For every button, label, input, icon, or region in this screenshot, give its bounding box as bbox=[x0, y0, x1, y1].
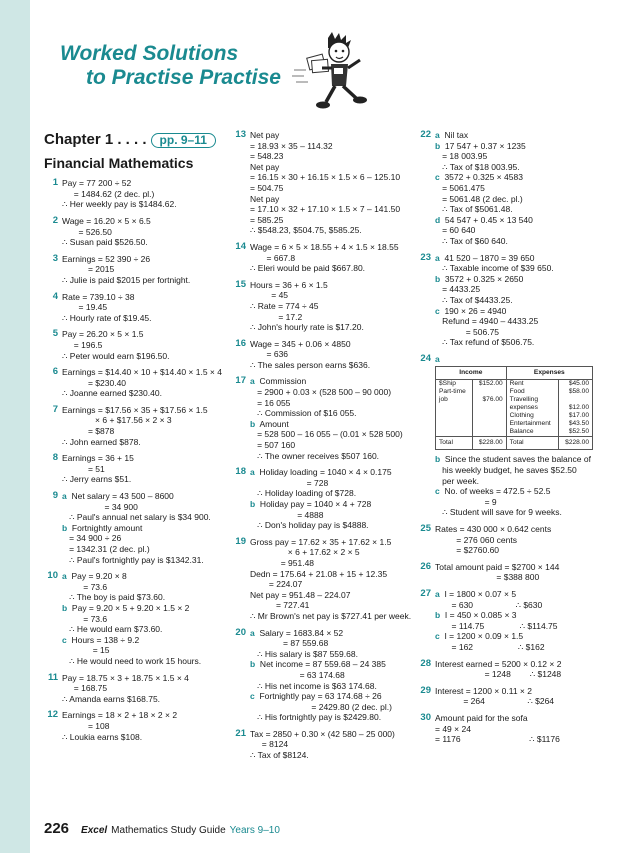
solution-line: Total amount paid = $2700 × 144 bbox=[435, 561, 560, 572]
solution-line: ∴ Student will save for 9 weeks. bbox=[435, 507, 562, 518]
question-11 bbox=[44, 673, 219, 705]
solution-line: a Holiday loading = 1040 × 4 × 0.175 bbox=[250, 467, 392, 478]
question-26 bbox=[417, 562, 595, 583]
question-number: 19 bbox=[235, 535, 246, 547]
solution-line: Pay = 77 200 ÷ 52 bbox=[62, 178, 132, 189]
expense-value bbox=[559, 396, 593, 404]
solution-line: ∴ Jerry earns $51. bbox=[62, 474, 132, 485]
solution-line: ∴ Tax of $4433.25. bbox=[435, 294, 513, 305]
solution-line: ∴ Loukia earns $108. bbox=[62, 731, 143, 742]
question-8 bbox=[44, 453, 219, 485]
solution-line: b Since the student saves the balance of bbox=[435, 454, 591, 465]
expense-label: Clothing bbox=[506, 412, 559, 420]
solution-line: = 8124 bbox=[250, 739, 289, 750]
solution-line: ∴ Tax of $5061.48. bbox=[435, 204, 513, 215]
solution-line: a Net salary = 43 500 – 8600 bbox=[62, 491, 174, 502]
solution-line: = 196.5 bbox=[62, 339, 103, 350]
expense-value: $45.00 bbox=[559, 380, 593, 389]
solution-line: ∴ Amanda earns $168.75. bbox=[62, 693, 161, 704]
solution-line: = 16 055 bbox=[250, 397, 291, 408]
question-12 bbox=[44, 710, 219, 742]
solution-line: = 108 bbox=[62, 720, 110, 731]
income-value: $152.00 bbox=[472, 380, 506, 389]
income-value bbox=[472, 404, 506, 412]
solution-line: ∴ $548.23, $504.75, $585.25. bbox=[250, 225, 362, 236]
question-24 bbox=[417, 354, 595, 518]
solution-line: = 4888 bbox=[250, 509, 324, 520]
solution-line: Pay = 18.75 × 3 + 18.75 × 1.5 × 4 bbox=[62, 672, 189, 683]
income-label bbox=[436, 420, 473, 428]
solution-line: Net pay bbox=[250, 161, 280, 172]
question-10 bbox=[44, 571, 219, 666]
question-number: 2 bbox=[52, 214, 58, 226]
solution-line: Tax = 2850 + 0.30 × (42 580 – 25 000) bbox=[250, 728, 395, 739]
solution-line: = 18.93 × 35 – 114.32 bbox=[250, 140, 333, 151]
solutions-column-3 bbox=[417, 130, 595, 751]
page-title-line2: to Practise Practise bbox=[86, 66, 281, 89]
solution-line: b Holiday pay = 1040 × 4 + 728 bbox=[250, 499, 372, 509]
solution-line: a I = 1800 × 0.07 × 5 bbox=[435, 589, 517, 599]
question-number: 14 bbox=[235, 240, 246, 252]
solution-line: = 2900 + 0.03 × (528 500 – 90 000) bbox=[250, 387, 392, 398]
solution-line: ∴ Don's holiday pay is $4888. bbox=[250, 520, 369, 531]
question-number: 12 bbox=[47, 709, 58, 721]
question-list bbox=[232, 130, 410, 761]
question-1 bbox=[44, 178, 219, 210]
question-23 bbox=[417, 253, 595, 348]
question-14 bbox=[232, 242, 410, 274]
solution-line: his weekly budget, he saves $52.50 bbox=[435, 465, 577, 476]
solution-line: Rate = 739.10 ÷ 38 bbox=[62, 291, 135, 302]
solution-line: ∴ Mr Brown's net pay is $727.41 per week. bbox=[250, 610, 412, 621]
solution-line: ∴ Peter would earn $196.50. bbox=[62, 350, 170, 361]
income-total-value: $228.00 bbox=[472, 437, 506, 450]
solution-line: ∴ The sales person earns $636. bbox=[250, 359, 371, 370]
question-number: 21 bbox=[235, 727, 246, 739]
solution-line: = 2015 bbox=[62, 264, 115, 275]
solution-line: = 727.41 bbox=[250, 600, 310, 611]
question-5 bbox=[44, 329, 219, 361]
expense-label: Entertainment bbox=[506, 420, 559, 428]
solution-line: a Nil tax bbox=[435, 130, 469, 140]
solutions-column-1 bbox=[44, 130, 222, 748]
income-label bbox=[436, 412, 473, 420]
solution-line: = 17.10 × 32 + 17.10 × 1.5 × 7 – 141.50 bbox=[250, 204, 401, 215]
solution-line: b Net income = 87 559.68 – 24 385 bbox=[250, 659, 386, 670]
question-number: 7 bbox=[52, 403, 58, 415]
solution-line: = 87 559.68 bbox=[250, 638, 329, 649]
solution-line: Rates = 430 000 × 0.642 cents bbox=[435, 524, 552, 535]
solution-line: b I = 450 × 0.085 × 3 bbox=[435, 610, 517, 621]
solution-line: ∴ Eleri would be paid $667.80. bbox=[250, 263, 366, 274]
question-30 bbox=[417, 713, 595, 745]
solution-line: = 548.23 bbox=[250, 151, 284, 162]
solution-line: = 34 900 bbox=[62, 501, 138, 512]
question-22 bbox=[417, 130, 595, 247]
section-title: Financial Mathematics bbox=[44, 154, 194, 171]
solution-line: = 636 bbox=[250, 349, 289, 360]
solution-line: per week. bbox=[435, 475, 479, 486]
left-margin-band bbox=[0, 0, 30, 853]
solution-line: = 1248 ∴ $1248 bbox=[435, 669, 562, 680]
question-16 bbox=[232, 339, 410, 371]
solution-line: = 15 bbox=[62, 645, 110, 656]
solution-line: Gross pay = 17.62 × 35 + 17.62 × 1.5 bbox=[250, 536, 392, 547]
income-value bbox=[472, 420, 506, 428]
question-number: 15 bbox=[235, 278, 246, 290]
solution-line: Earnings = 52 390 ÷ 26 bbox=[62, 253, 151, 264]
solution-line: = 34 900 ÷ 26 bbox=[62, 533, 122, 544]
solution-line: Dedn = 175.64 + 21.08 + 15 + 12.35 bbox=[250, 568, 388, 579]
solution-line: × 6 + $17.56 × 2 × 3 bbox=[62, 415, 172, 426]
solution-line: Refund = 4940 – 4433.25 bbox=[435, 316, 539, 327]
income-value bbox=[472, 428, 506, 437]
solution-line: Wage = 6 × 5 × 18.55 + 4 × 1.5 × 18.55 bbox=[250, 241, 399, 252]
solution-line: ∴ Joanne earned $230.40. bbox=[62, 388, 162, 399]
question-number: 25 bbox=[420, 523, 431, 535]
question-4 bbox=[44, 292, 219, 324]
solution-line: = $878 bbox=[62, 426, 115, 437]
solution-line: Amount paid for the sofa bbox=[435, 712, 528, 723]
table-row bbox=[436, 380, 593, 389]
running-boy-icon bbox=[288, 30, 378, 118]
solution-line: a Salary = 1683.84 × 52 bbox=[250, 627, 344, 638]
solution-line: = 276 060 cents bbox=[435, 534, 517, 545]
solution-line: ∴ The owner receives $507 160. bbox=[250, 450, 380, 461]
solution-line: = 5061.48 (2 dec. pl.) bbox=[435, 193, 523, 204]
solution-line: ∴ Paul's fortnightly pay is $1342.31. bbox=[62, 554, 204, 565]
expense-label: Balance bbox=[506, 428, 559, 437]
solution-line: ∴ Susan paid $526.50. bbox=[62, 237, 148, 248]
question-2 bbox=[44, 216, 219, 248]
question-3 bbox=[44, 254, 219, 286]
table-row bbox=[436, 404, 593, 412]
expense-label: Rent bbox=[506, 380, 559, 389]
solution-line: = 5061.475 bbox=[435, 182, 485, 193]
expense-value: $58.00 bbox=[559, 388, 593, 396]
solution-line: c Fortnightly pay = 63 174.68 ÷ 26 bbox=[250, 691, 382, 702]
question-number: 29 bbox=[420, 684, 431, 696]
solution-line: b Fortnightly amount bbox=[62, 522, 143, 533]
page-footer bbox=[44, 820, 280, 837]
solution-line: Earnings = $17.56 × 35 + $17.56 × 1.5 bbox=[62, 404, 208, 415]
page-number: 226 bbox=[44, 820, 70, 837]
question-number: 27 bbox=[420, 588, 431, 599]
solution-line: b Pay = 9.20 × 5 + 9.20 × 1.5 × 2 bbox=[62, 602, 190, 613]
solution-line: = 17.2 bbox=[250, 311, 303, 322]
solution-line: = 1176 ∴ $1176 bbox=[435, 734, 560, 745]
question-list bbox=[44, 177, 222, 742]
solution-line: = 2429.80 (2 dec. pl.) bbox=[250, 701, 392, 712]
solution-line: = 585.25 bbox=[250, 214, 284, 225]
solution-line: Hours = 36 + 6 × 1.5 bbox=[250, 279, 328, 290]
expense-value: $12.00 bbox=[559, 404, 593, 412]
solution-line: a 41 520 – 1870 = 39 650 bbox=[435, 252, 535, 263]
question-number: 13 bbox=[235, 129, 246, 140]
solution-line: Wage = 16.20 × 5 × 6.5 bbox=[62, 215, 151, 226]
table-row bbox=[436, 428, 593, 437]
solution-line: a Commission bbox=[250, 376, 307, 387]
question-27 bbox=[417, 589, 595, 653]
solution-line: ∴ His fortnightly pay is $2429.80. bbox=[250, 712, 382, 723]
solution-line: = 9 bbox=[435, 496, 497, 507]
expense-total-value: $228.00 bbox=[559, 437, 593, 450]
income-label: Part-time bbox=[436, 388, 473, 396]
expense-label: Travelling bbox=[506, 396, 559, 404]
solution-line: Earnings = $14.40 × 10 + $14.40 × 1.5 × 4 bbox=[62, 367, 222, 378]
chapter-heading bbox=[44, 133, 219, 148]
solution-line: = 728 bbox=[250, 477, 329, 488]
solution-line: = 667.8 bbox=[250, 252, 296, 263]
expense-value: $52.50 bbox=[559, 428, 593, 437]
years-label: Years 9–10 bbox=[229, 825, 280, 836]
solution-line: = $2760.60 bbox=[435, 545, 500, 556]
solutions-column-2 bbox=[232, 130, 410, 767]
solution-line: = $230.40 bbox=[62, 377, 127, 388]
table-row bbox=[436, 388, 593, 396]
question-29 bbox=[417, 686, 595, 707]
question-number: 4 bbox=[52, 290, 58, 302]
income-value: $76.00 bbox=[472, 396, 506, 404]
question-7 bbox=[44, 405, 219, 447]
solution-line: = 16.15 × 30 + 16.15 × 1.5 × 6 – 125.10 bbox=[250, 172, 401, 183]
solution-line: = 528 500 – 16 055 – (0.01 × 528 500) bbox=[250, 429, 403, 440]
income-value bbox=[472, 388, 506, 396]
solution-line: = 951.48 bbox=[250, 557, 315, 568]
question-9 bbox=[44, 491, 219, 565]
question-18 bbox=[232, 467, 410, 531]
question-number: 5 bbox=[52, 328, 58, 340]
solution-line: Net pay = 951.48 – 224.07 bbox=[250, 589, 351, 600]
table-total-row bbox=[436, 437, 593, 450]
question-number: 18 bbox=[235, 466, 246, 478]
expense-value: $43.50 bbox=[559, 420, 593, 428]
income-header: Income bbox=[436, 367, 507, 380]
question-number: 28 bbox=[420, 657, 431, 669]
solution-line: = 162 ∴ $162 bbox=[435, 641, 545, 652]
solution-line: c No. of weeks = 472.5 ÷ 52.5 bbox=[435, 486, 551, 497]
solution-line: Net pay bbox=[250, 193, 280, 204]
question-25 bbox=[417, 524, 595, 556]
table-row bbox=[436, 420, 593, 428]
chapter-label: Chapter 1 . . . . bbox=[44, 131, 147, 148]
guide-title: Mathematics Study Guide bbox=[111, 825, 226, 836]
part-letter: a bbox=[435, 353, 440, 364]
solution-line: ∴ Tax refund of $506.75. bbox=[435, 337, 535, 348]
solution-line: ∴ Holiday loading of $728. bbox=[250, 488, 357, 499]
expense-label: expenses bbox=[506, 404, 559, 412]
solution-line: ∴ Her weekly pay is $1484.62. bbox=[62, 199, 177, 210]
solution-line: ∴ Tax of $18 003.95. bbox=[435, 161, 520, 172]
solution-line: = $388 800 bbox=[435, 572, 540, 583]
brand-name: Excel bbox=[81, 825, 108, 836]
question-number: 16 bbox=[235, 337, 246, 349]
solution-line: Earnings = 36 + 15 bbox=[62, 453, 134, 464]
table-row bbox=[436, 412, 593, 420]
solution-line: = 114.75 ∴ $114.75 bbox=[435, 620, 558, 631]
income-label bbox=[436, 404, 473, 412]
solution-line: ∴ He would need to work 15 hours. bbox=[62, 655, 202, 666]
solution-line: Interest earned = 5200 × 0.12 × 2 bbox=[435, 658, 562, 669]
solution-line: = 60 640 bbox=[435, 225, 476, 236]
page-range-badge: pp. 9–11 bbox=[151, 133, 216, 148]
solution-line: c 3572 + 0.325 × 4583 bbox=[435, 172, 523, 183]
income-value bbox=[472, 412, 506, 420]
question-number: 10 bbox=[47, 570, 58, 582]
solution-line: b 3572 + 0.325 × 2650 bbox=[435, 273, 524, 284]
solution-line: d 54 547 + 0.45 × 13 540 bbox=[435, 214, 533, 225]
question-number: 9 bbox=[52, 490, 58, 502]
question-number: 23 bbox=[420, 251, 431, 263]
solution-line: Pay = 26.20 × 5 × 1.5 bbox=[62, 329, 144, 340]
solution-line: = 4433.25 bbox=[435, 284, 481, 295]
solution-line: ∴ Tax of $60 640. bbox=[435, 235, 508, 246]
solution-line: = 51 bbox=[62, 463, 105, 474]
solution-line: = 630 ∴ $630 bbox=[435, 599, 543, 610]
solution-line: = 506.75 bbox=[435, 326, 500, 337]
solution-line: ∴ Taxable income of $39 650. bbox=[435, 263, 554, 274]
income-total-label: Total bbox=[436, 437, 473, 450]
solution-line: = 1484.62 (2 dec. pl.) bbox=[62, 188, 155, 199]
solution-line: = 224.07 bbox=[250, 579, 303, 590]
question-number: 30 bbox=[420, 711, 431, 723]
solution-line: a Pay = 9.20 × 8 bbox=[62, 571, 127, 582]
question-number: 26 bbox=[420, 560, 431, 572]
question-list bbox=[417, 130, 595, 348]
solution-line: Interest = 1200 × 0.11 × 2 bbox=[435, 685, 532, 696]
page-title-line1: Worked Solutions bbox=[60, 42, 239, 65]
solution-line: ∴ He would earn $73.60. bbox=[62, 624, 163, 635]
solution-line: = 18 003.95 bbox=[435, 151, 488, 162]
budget-table bbox=[435, 366, 593, 450]
question-20 bbox=[232, 628, 410, 723]
solution-line: Wage = 345 + 0.06 × 4850 bbox=[250, 338, 351, 349]
solution-line: ∴ His salary is $87 559.68. bbox=[250, 648, 358, 659]
question-number: 11 bbox=[47, 671, 58, 683]
solution-line: × 6 + 17.62 × 2 × 5 bbox=[250, 547, 360, 558]
question-17 bbox=[232, 376, 410, 461]
question-number: 20 bbox=[235, 626, 246, 638]
solution-line: = 45 bbox=[250, 290, 289, 301]
income-label: $Ship bbox=[436, 380, 473, 389]
solution-line: = 504.75 bbox=[250, 182, 284, 193]
solution-line: ∴ Tax of $8124. bbox=[250, 750, 309, 761]
solution-line: = 63 174.68 bbox=[250, 669, 345, 680]
question-number: 8 bbox=[52, 452, 58, 464]
question-21 bbox=[232, 729, 410, 761]
solution-line: ∴ His net income is $63 174.68. bbox=[250, 680, 377, 691]
question-number: 1 bbox=[52, 177, 58, 189]
question-list bbox=[417, 524, 595, 745]
question-15 bbox=[232, 280, 410, 333]
expense-label: Food bbox=[506, 388, 559, 396]
question-number: 3 bbox=[52, 252, 58, 264]
solution-line: = 19.45 bbox=[62, 302, 108, 313]
question-28 bbox=[417, 659, 595, 680]
solution-line: b 17 547 + 0.37 × 1235 bbox=[435, 140, 526, 151]
question-number: 22 bbox=[420, 129, 431, 140]
solution-line: = 73.6 bbox=[62, 581, 108, 592]
question-6 bbox=[44, 366, 222, 399]
question-24-answers bbox=[435, 454, 595, 518]
solution-line: c I = 1200 × 0.09 × 1.5 bbox=[435, 631, 524, 642]
solution-line: = 168.75 bbox=[62, 683, 108, 694]
solution-line: ∴ The boy is paid $73.60. bbox=[62, 592, 166, 603]
solution-line: ∴ Hourly rate of $19.45. bbox=[62, 312, 152, 323]
solution-line: Net pay bbox=[250, 130, 280, 140]
question-13 bbox=[232, 130, 410, 236]
question-number: 17 bbox=[235, 375, 246, 387]
solution-line: Earnings = 18 × 2 + 18 × 2 × 2 bbox=[62, 710, 178, 721]
solution-line: = 49 × 24 bbox=[435, 723, 471, 734]
solution-line: b Amount bbox=[250, 418, 289, 429]
solution-line: = 1342.31 (2 dec. pl.) bbox=[62, 544, 150, 554]
solution-line: ∴ John earned $878. bbox=[62, 436, 141, 447]
solution-line: = 507 160 bbox=[250, 440, 296, 451]
solution-line: = 526.50 bbox=[62, 226, 112, 237]
income-label bbox=[436, 428, 473, 437]
solution-line: ∴ Julie is paid $2015 per fortnight. bbox=[62, 274, 191, 285]
solution-line: c Hours = 138 ÷ 9.2 bbox=[62, 634, 140, 645]
question-number: 6 bbox=[52, 366, 58, 378]
question-number: 24 bbox=[420, 352, 431, 364]
solution-line: ∴ Rate = 774 ÷ 45 bbox=[250, 300, 319, 311]
expense-total-label: Total bbox=[506, 437, 559, 450]
expenses-header: Expenses bbox=[506, 367, 592, 380]
table-row bbox=[436, 396, 593, 404]
solution-line: ∴ Commission of $16 055. bbox=[250, 408, 357, 419]
solution-line: ∴ John's hourly rate is $17.20. bbox=[250, 322, 364, 333]
income-label: job bbox=[436, 396, 473, 404]
solution-line: c 190 × 26 = 4940 bbox=[435, 305, 507, 316]
expense-value: $17.00 bbox=[559, 412, 593, 420]
solution-line: = 73.6 bbox=[62, 613, 108, 624]
solution-line: = 264 ∴ $264 bbox=[435, 696, 555, 707]
solution-line: ∴ Paul's annual net salary is $34 900. bbox=[62, 512, 211, 523]
question-19 bbox=[232, 537, 410, 622]
